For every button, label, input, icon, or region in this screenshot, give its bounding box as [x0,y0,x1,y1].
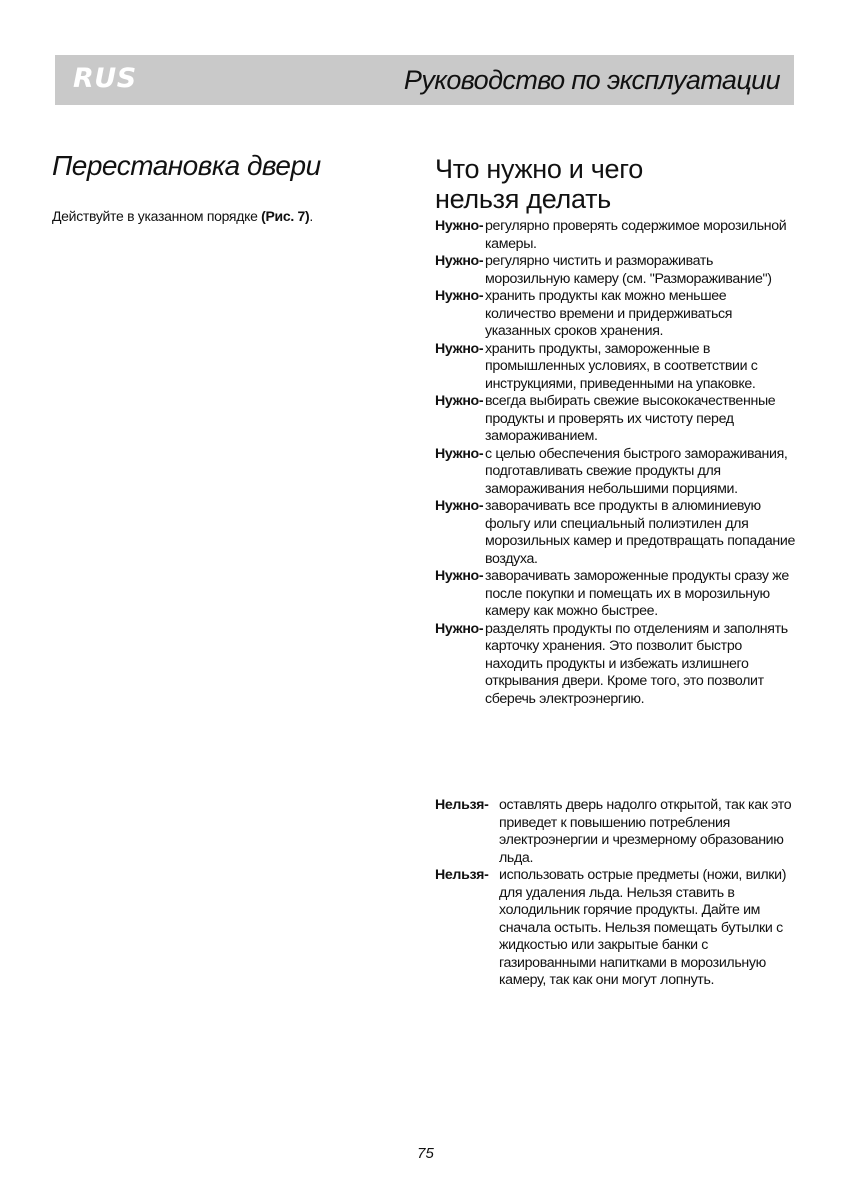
dont-label: Нельзя- [435,797,489,813]
dont-list [435,797,795,990]
list-item [435,797,795,867]
do-label: Нужно- [435,288,484,304]
list-item [435,621,795,709]
list-item [435,341,795,394]
list-item [435,446,795,499]
do-text: заворачивать все продукты в алюминиевую фольгу или специальный полиэтилен для морозильных камер и предотвращать попадание воздуха. [485,498,796,567]
dont-text: использовать острые предметы (ножи, вилки) для удаления льда. Нельзя ставить в холодильник горячие продукты. Дайте им сначала остыть. Нельзя помещать бутылки с жидкостью или закрытые банки с газированными напитками в морозильную камеру, так как они могут лопнуть. [499,867,787,988]
do-label: Нужно- [435,568,484,584]
instruction-text: Действуйте в указанном порядке [52,208,262,224]
instruction-period: . [309,208,313,224]
list-item [435,253,795,288]
do-label: Нужно- [435,620,484,637]
list-item [435,568,795,621]
do-label: Нужно- [435,253,484,269]
do-list [435,218,795,708]
list-item [435,867,795,990]
do-text: с целью обеспечения быстрого замораживания, подготавливать свежие продукты для замораживания небольшими порциями. [485,445,788,497]
page-number: 75 [417,1145,434,1162]
do-text: разделять продукты по отделениям и заполнять карточку хранения. Это позволит быстро находить продукты и избежать излишнего открывания двери. Кроме того, это позволит сберечь электроэнергию. [485,620,788,707]
list-item [435,288,795,341]
list-item [435,498,795,568]
dont-label: Нельзя- [435,867,489,883]
manual-title: Руководство по эксплуатации [403,65,780,95]
language-label: RUS [73,63,137,94]
list-item [435,393,795,446]
title-line-1: Что нужно и чего [435,154,643,184]
do-text: регулярно проверять содержимое морозильной камеры. [485,218,787,252]
door-reversal-instruction [52,208,313,224]
do-text: хранить продукты как можно меньшее количество времени и придерживаться указанных сроков хранения. [485,288,733,339]
figure-reference: (Рис. 7) [261,208,310,224]
list-item [435,218,795,253]
section-title-door-reversal: Перестановка двери [52,150,321,181]
do-text: хранить продукты, замороженные в промышленных условиях, в соответствии с инструкциями, приведенными на упаковке. [485,340,758,392]
do-label: Нужно- [435,393,484,409]
do-label: Нужно- [435,498,484,514]
section-title-dos-donts [435,154,643,214]
do-text: всегда выбирать свежие высококачественные продукты и проверять их чистоту перед замораживанием. [485,393,776,444]
do-label: Нужно- [435,445,484,462]
dont-text: оставлять дверь надолго открытой, так как это приведет к повышению потребления электроэнергии и чрезмерному образованию льда. [499,797,792,866]
title-line-2: нельзя делать [435,184,611,214]
page-header [55,55,794,105]
do-label: Нужно- [435,340,484,357]
do-label: Нужно- [435,218,484,234]
do-text: регулярно чистить и размораживать морозильную камеру (см. "Размораживание") [485,253,772,287]
do-text: заворачивать замороженные продукты сразу же после покупки и помещать их в морозильную камеру как можно быстрее. [485,568,789,619]
